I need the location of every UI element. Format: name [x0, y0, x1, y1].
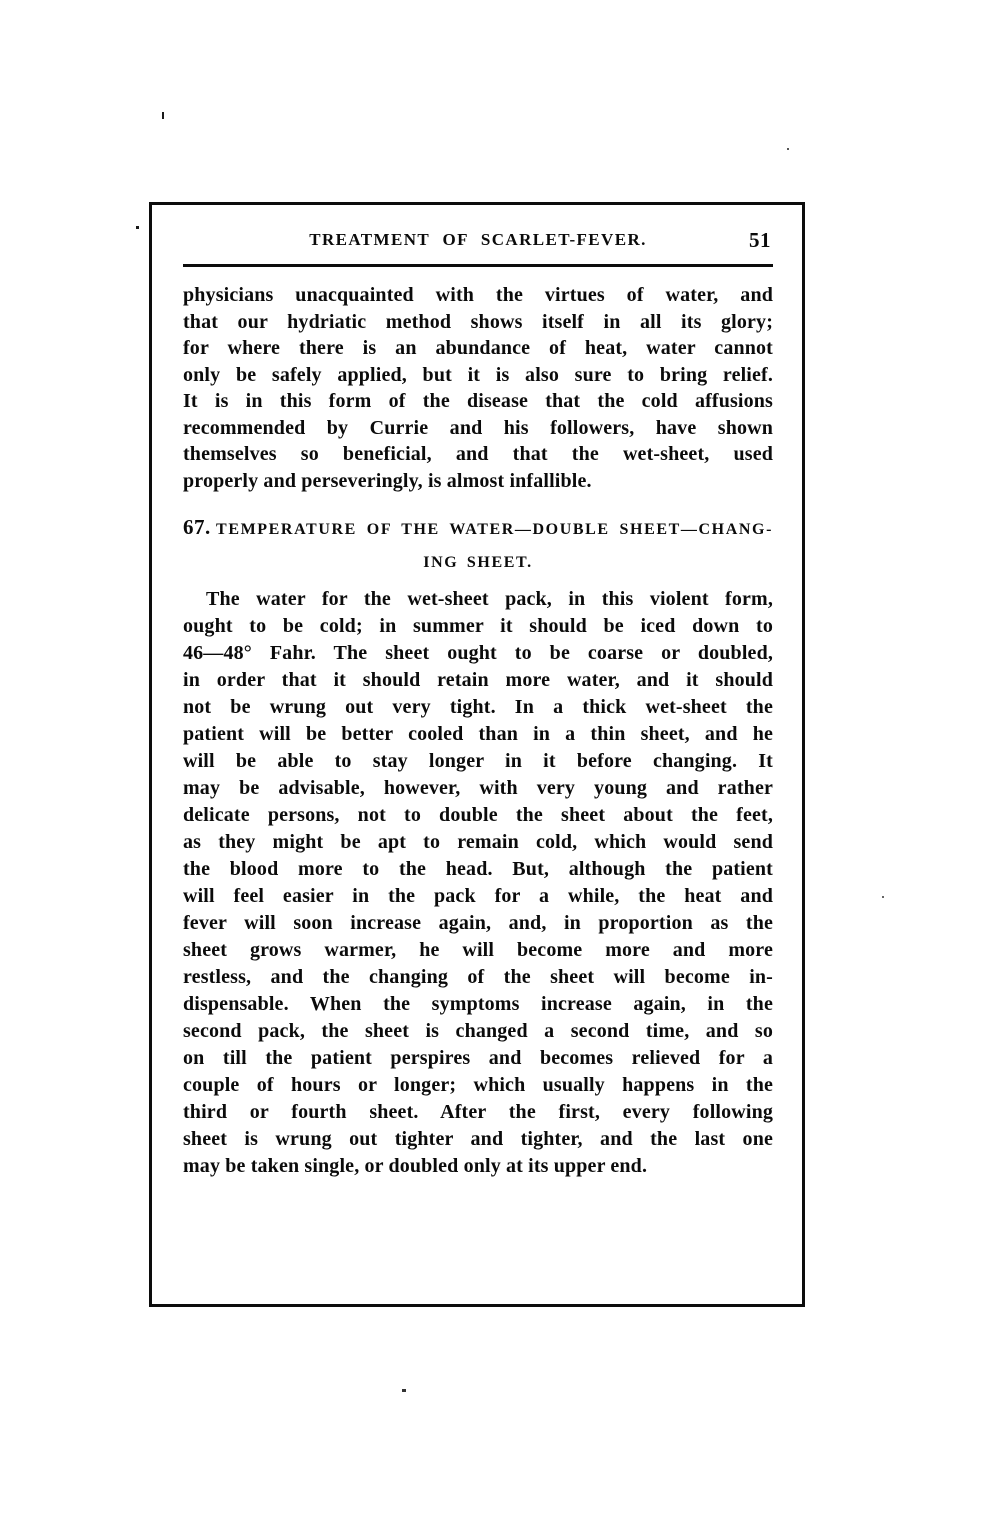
section-heading	[183, 511, 773, 579]
scan-artifact	[787, 148, 789, 150]
page-content	[152, 205, 802, 1180]
text-line: The water for the wet-sheet pack, in this violent form,	[206, 588, 773, 610]
header-rule	[183, 264, 773, 267]
text-line: sheet grows warmer, he will become more and more	[183, 939, 773, 961]
text-line: will feel easier in the pack for a while, the heat and	[183, 885, 773, 907]
text-line: patient will be better cooled than in a thin sheet, and he	[183, 723, 773, 745]
running-header	[183, 227, 773, 253]
text-line: 46—48° Fahr. The sheet ought to be coarse or doubled,	[183, 642, 773, 664]
text-line: delicate persons, not to double the sheet about the feet,	[183, 804, 773, 826]
text-line: fever will soon increase again, and, in proportion as the	[183, 912, 773, 934]
section-title-part-2: ING SHEET.	[423, 554, 533, 571]
running-header-title: TREATMENT OF SCARLET-FEVER.	[309, 230, 647, 249]
text-line: themselves so beneficial, and that the wet-sheet, used	[183, 443, 773, 465]
text-line: restless, and the changing of the sheet will become in-	[183, 966, 773, 988]
text-line: as they might be apt to remain cold, which would send	[183, 831, 773, 853]
text-line: physicians unacquainted with the virtues of water, and	[183, 284, 773, 306]
text-line: couple of hours or longer; which usually happens in the	[183, 1074, 773, 1096]
text-line: properly and perseveringly, is almost infallible.	[183, 469, 592, 492]
scan-artifact	[136, 226, 139, 229]
text-line: dispensable. When the symptoms increase again, in the	[183, 993, 773, 1015]
paragraph-body	[183, 586, 773, 1180]
text-line: will be able to stay longer in it before changing. It	[183, 750, 773, 772]
text-line: in order that it should retain more water, and it should	[183, 669, 773, 691]
scan-artifact	[402, 1389, 406, 1392]
text-line: only be safely applied, but it is also sure to bring relief.	[183, 363, 773, 386]
paragraph-continuation	[183, 282, 773, 494]
text-line: It is in this form of the disease that the cold affusions	[183, 390, 773, 412]
page-number: 51	[749, 228, 771, 252]
section-number: 67.	[183, 515, 211, 539]
text-line: the blood more to the head. But, although the patient	[183, 858, 773, 880]
text-line: not be wrung out very tight. In a thick wet-sheet the	[183, 696, 773, 718]
scan-artifact	[162, 112, 164, 119]
text-line: second pack, the sheet is changed a second time, and so	[183, 1020, 773, 1042]
section-title-part-1: TEMPERATURE OF THE WATER—DOUBLE SHEET—CHANG-	[216, 521, 774, 538]
page-border-frame	[149, 202, 805, 1307]
text-line: that our hydriatic method shows itself in all its glory;	[183, 310, 773, 333]
text-line: on till the patient perspires and becomes relieved for a	[183, 1047, 773, 1069]
text-line: may be taken single, or doubled only at its upper end.	[183, 1155, 648, 1177]
text-line: sheet is wrung out tighter and tighter, and the last one	[183, 1128, 773, 1150]
text-line: third or fourth sheet. After the first, every following	[183, 1101, 773, 1123]
text-line: recommended by Currie and his followers, have shown	[183, 416, 773, 439]
text-line: may be advisable, however, with very young and rather	[183, 777, 773, 799]
text-line: for where there is an abundance of heat, water cannot	[183, 337, 773, 359]
text-line: ought to be cold; in summer it should be iced down to	[183, 615, 773, 637]
section-heading-line-1	[183, 511, 773, 546]
scan-artifact	[882, 896, 884, 898]
